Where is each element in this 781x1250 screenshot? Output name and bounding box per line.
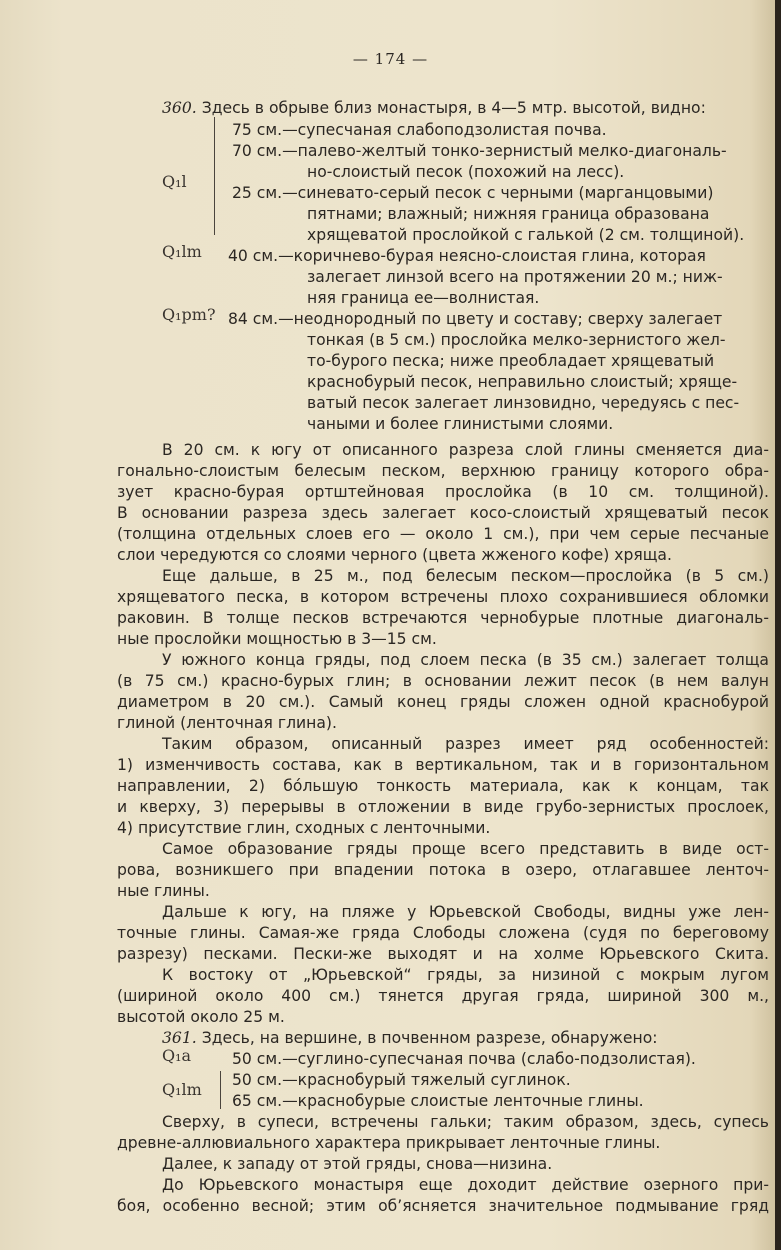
- layer-bracket: [214, 117, 217, 235]
- section-number: 361.: [162, 1029, 197, 1047]
- layer-line: ватый песок залегает линзовидно, чередуясь с пес-: [307, 394, 740, 412]
- text-line: зует красно-бурая ортштейновая прослойка (в 10 см. толщиной).: [117, 483, 769, 501]
- layer-line: хрящеватой прослойкой с галькой (2 см. толщиной).: [307, 226, 745, 244]
- layer-line: 65 см.—краснобурые слоистые ленточные глины.: [232, 1092, 644, 1110]
- text-line: В основании разреза здесь залегает косо-слоистый хрящеватый песок: [117, 504, 769, 522]
- section-360-heading: 360. Здесь в обрыве близ монастыря, в 4—5 мтр. высотой, видно:: [162, 99, 706, 117]
- text-line: Сверху, в супеси, встречены гальки; таким образом, здесь, супесь: [162, 1113, 769, 1131]
- text-line: У южного конца гряды, под слоем песка (в 35 см.) залегает толща: [162, 651, 769, 669]
- text-line: точные глины. Самая-же гряда Слободы сложена (судя по береговому: [117, 924, 769, 942]
- stratum-index: Q₁l: [162, 172, 187, 191]
- text-line: высотой около 25 м.: [117, 1008, 285, 1026]
- layer-line: 84 см.—неоднородный по цвету и составу; сверху залегает: [228, 310, 723, 328]
- page-number: — 174 —: [352, 50, 429, 68]
- text-line: В 20 см. к югу от описанного разреза слой глины сменяется диа-: [162, 441, 769, 459]
- layer-line: чаными и более глинистыми слоями.: [307, 415, 614, 433]
- section-361-heading: 361. Здесь, на вершине, в почвенном разрезе, обнаружено:: [162, 1029, 658, 1047]
- layer-line: тонкая (в 5 см.) прослойка мелко-зернистого жел-: [307, 331, 726, 349]
- text-line: хрящеватого песка, в котором встречены плохо сохранившиеся обломки: [117, 588, 769, 606]
- text-line: разрезу) песками. Пески-же выходят и на холме Юрьевского Скита.: [117, 945, 769, 963]
- text-line: ные прослойки мощностью в 3—15 см.: [117, 630, 437, 648]
- text-line: раковин. В толще песков встречаются чернобурые плотные диагональ-: [117, 609, 769, 627]
- layer-line: 50 см.—краснобурый тяжелый суглинок.: [232, 1071, 571, 1089]
- text-line: направлении, 2) бо́льшую тонкость материала, как к концам, так: [117, 777, 769, 795]
- stratum-index: Q₁lm: [162, 1080, 202, 1099]
- text-line: Таким образом, описанный разрез имеет ряд особенностей:: [162, 735, 769, 753]
- text-line: боя, особенно весной; этим об’ясняется значительное подмывание гряд: [117, 1197, 769, 1215]
- stratum-index: Q₁a: [162, 1046, 192, 1065]
- layer-line: 75 см.—супесчаная слабоподзолистая почва.: [232, 121, 607, 139]
- layer-line: пятнами; влажный; нижняя граница образована: [307, 205, 710, 223]
- text-line: (шириной около 400 см.) тянется другая гряда, шириной 300 м.,: [117, 987, 769, 1005]
- text-line: Еще дальше, в 25 м., под белесым песком—прослойка (в 5 см.): [162, 567, 769, 585]
- layer-line: 25 см.—синевато-серый песок с черными (марганцовыми): [232, 184, 714, 202]
- text-line: До Юрьевского монастыря еще доходит действие озерного при-: [162, 1176, 769, 1194]
- text-line: (в 75 см.) красно-бурых глин; в основании лежит песок (в нем валун: [117, 672, 769, 690]
- text-line: древне-аллювиального характера прикрывает ленточные глины.: [117, 1134, 661, 1152]
- stratum-index: Q₁pm?: [162, 305, 216, 324]
- text-line: К востоку от „Юрьевской“ гряды, за низиной с мокрым лугом: [162, 966, 769, 984]
- layer-line: то-бурого песка; ниже преобладает хрящеватый: [307, 352, 715, 370]
- text-line: гонально-слоистым белесым песком, верхнюю границу которого обра-: [117, 462, 769, 480]
- text-line: Самое образование гряды проще всего представить в виде ост-: [162, 840, 769, 858]
- text-line: 1) изменчивость состава, как в вертикальном, так и в горизонтальном: [117, 756, 769, 774]
- layer-line: 70 см.—палево-желтый тонко-зернистый мелко-диагональ-: [232, 142, 727, 160]
- text-line: (толщина отдельных слоев его — около 1 см.), при чем серые песчаные: [117, 525, 769, 543]
- text-line: ные глины.: [117, 882, 210, 900]
- layer-line: 50 см.—суглино-супесчаная почва (слабо-подзолистая).: [232, 1050, 696, 1068]
- text-line: Дальше к югу, на пляже у Юрьевской Свободы, видны уже лен-: [162, 903, 769, 921]
- layer-bracket: [220, 1071, 223, 1109]
- text-line: и кверху, 3) перерывы в отложении в виде грубо-зернистых прослоек,: [117, 798, 769, 816]
- layer-line: но-слоистый песок (похожий на лесс).: [307, 163, 625, 181]
- stratum-index: Q₁lm: [162, 242, 202, 261]
- text-line: Далее, к западу от этой гряды, снова—низина.: [162, 1155, 553, 1173]
- text-line: слои чередуются со слоями черного (цвета жженого кофе) хряща.: [117, 546, 672, 564]
- text-line: глиной (ленточная глина).: [117, 714, 337, 732]
- text-line: 4) присутствие глин, сходных с ленточными.: [117, 819, 491, 837]
- layer-line: залегает линзой всего на протяжении 20 м.; ниж-: [307, 268, 723, 286]
- layer-line: няя граница ее—волнистая.: [307, 289, 540, 307]
- layer-line: краснобурый песок, неправильно слоистый; хряще-: [307, 373, 738, 391]
- text-line: диаметром в 20 см.). Самый конец гряды сложен одной краснобурой: [117, 693, 769, 711]
- layer-line: 40 см.—коричнево-бурая неясно-слоистая глина, которая: [228, 247, 706, 265]
- page-edge-shadow: [775, 0, 781, 1250]
- text-line: рова, возникшего при впадении потока в озеро, отлагавшее ленточ-: [117, 861, 769, 879]
- section-number: 360.: [162, 99, 197, 117]
